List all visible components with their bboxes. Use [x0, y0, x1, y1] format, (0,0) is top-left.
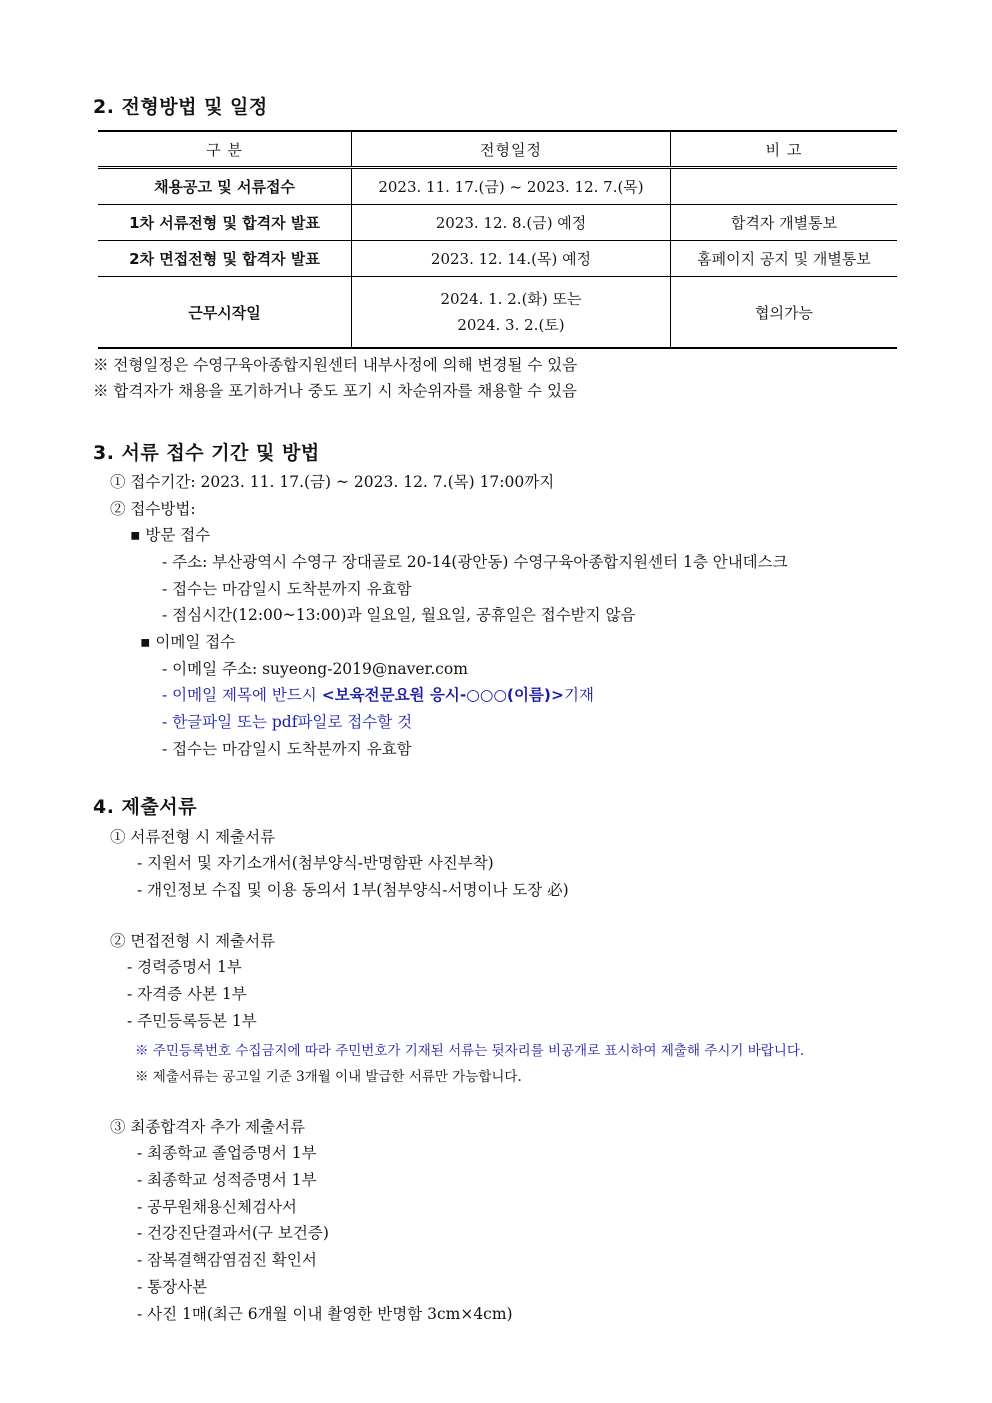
doc3-item: - 최종학교 졸업증명서 1부: [137, 1144, 317, 1162]
section-3-title: 3. 서류 접수 기간 및 방법: [93, 442, 320, 464]
doc2-note: ※ 주민등록번호 수집금지에 따라 주민번호가 기재된 서류는 뒷자리를 비공개로 표시하여 제출해 주시기 바랍니다.: [135, 1043, 805, 1059]
row-note: [671, 168, 898, 205]
doc1-title: ① 서류전형 시 제출서류: [110, 828, 276, 846]
row-note: 홈페이지 공지 및 개별통보: [671, 241, 898, 277]
email-file-format: - 한글파일 또는 pdf파일로 접수할 것: [162, 713, 413, 731]
application-method: ② 접수방법:: [110, 500, 196, 518]
row-date: 2023. 12. 14.(목) 예정: [352, 241, 671, 277]
table-header-row: [98, 131, 897, 168]
row-date: [352, 277, 671, 349]
doc2-item: - 자격증 사본 1부: [127, 985, 247, 1003]
doc2-item: - 주민등록등본 1부: [127, 1012, 257, 1030]
email-address: - 이메일 주소: suyeong-2019@naver.com: [162, 660, 468, 678]
row-label: 1차 서류전형 및 합격자 발표: [98, 205, 352, 241]
header-schedule: 전형일정: [352, 131, 671, 168]
doc1-item: - 개인정보 수집 및 이용 동의서 1부(첨부양식-서명이나 도장 必): [137, 881, 569, 899]
visit-item: - 점심시간(12:00~13:00)과 일요일, 월요일, 공휴일은 접수받지 않음: [162, 606, 636, 624]
section-2-title: 2. 전형방법 및 일정: [93, 96, 268, 118]
table-row: [98, 205, 897, 241]
email-subject: [162, 683, 594, 705]
doc1-item: - 지원서 및 자기소개서(첨부양식-반명함판 사진부착): [137, 854, 494, 872]
row-date-line-2: 2024. 3. 2.(토): [457, 316, 565, 334]
email-title: ▪ 이메일 접수: [140, 633, 236, 651]
schedule-table: [98, 130, 897, 349]
header-note: 비 고: [671, 131, 898, 168]
row-date: 2023. 11. 17.(금) ~ 2023. 12. 7.(목): [352, 168, 671, 205]
doc3-item: - 공무원채용신체검사서: [137, 1198, 297, 1216]
section-4-title: 4. 제출서류: [93, 796, 197, 818]
doc3-item: - 건강진단결과서(구 보건증): [137, 1224, 329, 1242]
doc3-item: - 잠복결핵감염검진 확인서: [137, 1251, 317, 1269]
doc3-item: - 최종학교 성적증명서 1부: [137, 1171, 317, 1189]
row-date: 2023. 12. 8.(금) 예정: [352, 205, 671, 241]
email-subject-format: <보육전문요원 응시-○○○(이름)>: [321, 686, 564, 704]
doc2-title: ② 면접전형 시 제출서류: [110, 932, 276, 950]
doc3-item: - 통장사본: [137, 1278, 208, 1296]
row-label: 2차 면접전형 및 합격자 발표: [98, 241, 352, 277]
row-label: 근무시작일: [98, 277, 352, 349]
schedule-note: ※ 합격자가 채용을 포기하거나 중도 포기 시 차순위자를 채용할 수 있음: [93, 382, 578, 400]
email-subject-pre: - 이메일 제목에 반드시: [162, 686, 322, 704]
table-row: [98, 241, 897, 277]
schedule-note: ※ 전형일정은 수영구육아종합지원센터 내부사정에 의해 변경될 수 있음: [93, 356, 578, 374]
doc2-item: - 경력증명서 1부: [127, 958, 242, 976]
visit-title: ▪ 방문 접수: [130, 526, 211, 544]
doc3-item: - 사진 1매(최근 6개월 이내 촬영한 반명함 3cm×4cm): [137, 1305, 513, 1323]
table-row: [98, 277, 897, 349]
doc3-title: ③ 최종합격자 추가 제출서류: [110, 1118, 305, 1136]
email-subject-post: 기재: [563, 686, 594, 704]
application-period: ① 접수기간: 2023. 11. 17.(금) ~ 2023. 12. 7.(목) 17:00까지: [110, 473, 555, 491]
header-category: 구 분: [98, 131, 352, 168]
visit-item: - 접수는 마감일시 도착분까지 유효함: [162, 580, 412, 598]
row-label: 채용공고 및 서류접수: [98, 168, 352, 205]
doc2-note: ※ 제출서류는 공고일 기준 3개월 이내 발급한 서류만 가능합니다.: [135, 1069, 522, 1085]
row-date-line-1: 2024. 1. 2.(화) 또는: [440, 290, 582, 308]
visit-item: - 주소: 부산광역시 수영구 장대골로 20-14(광안동) 수영구육아종합지원센터 1층 안내데스크: [162, 553, 788, 571]
table-row: [98, 168, 897, 205]
email-deadline: - 접수는 마감일시 도착분까지 유효함: [162, 740, 412, 758]
row-note: 협의가능: [671, 277, 898, 349]
row-note: 합격자 개별통보: [671, 205, 898, 241]
